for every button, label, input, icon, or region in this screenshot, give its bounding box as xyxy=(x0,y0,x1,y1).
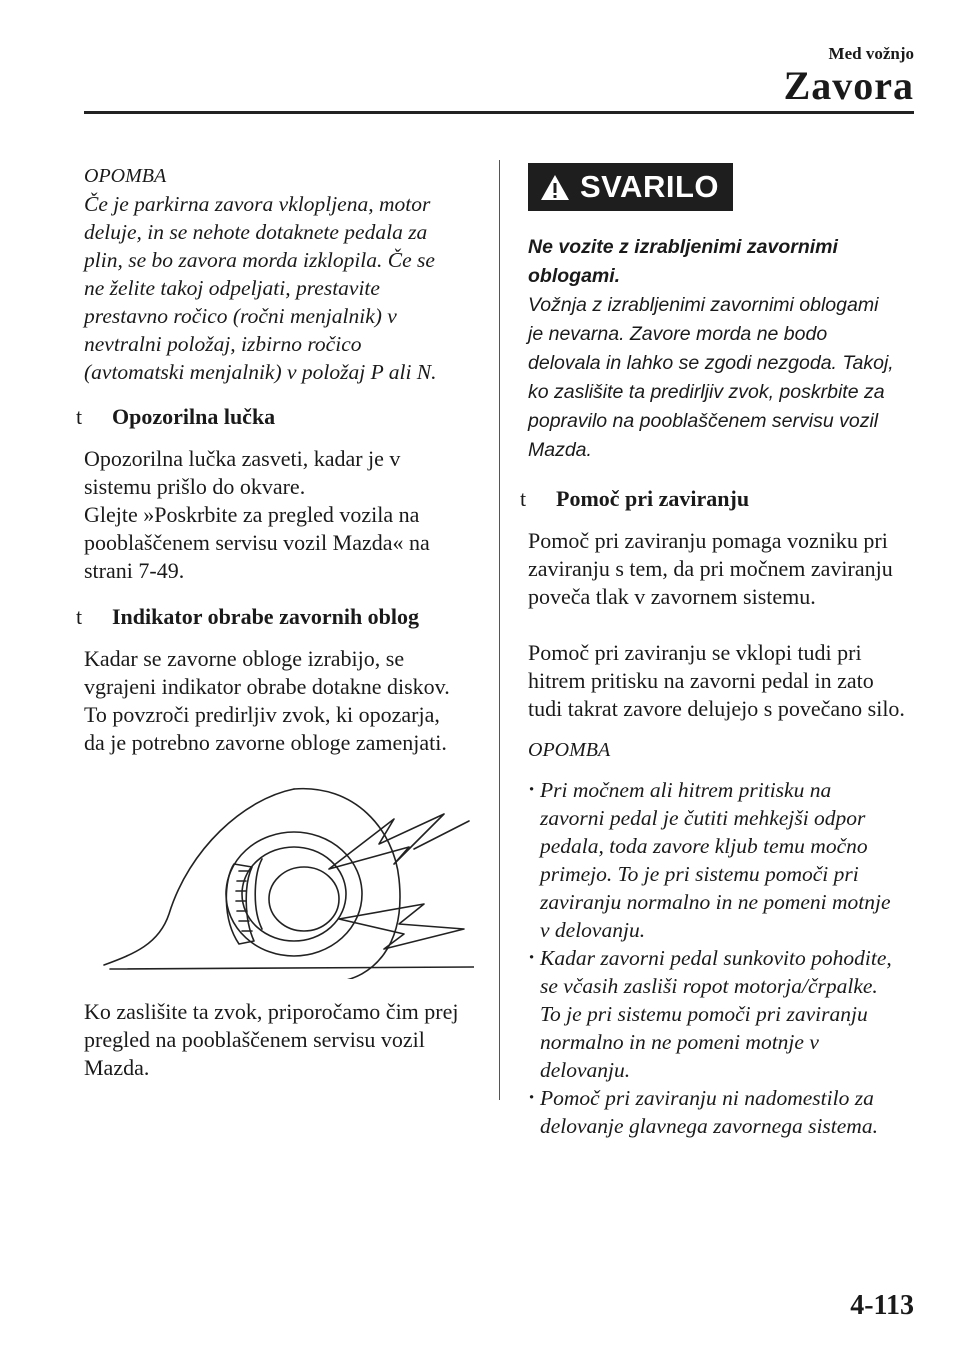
wear-indicator-paragraph: Kadar se zavorne obloge izrabijo, se vgrajeni indikator obrabe dotakne diskov. To povzroči predirljiv zvok, ki opozarja, da je potrebno zavorne obloge zamenjati. xyxy=(84,646,450,755)
warning-label: SVARILO xyxy=(580,169,719,204)
list-item: · Pomoč pri zaviranju ni nadomestilo za delovanje glavnega zavornega sistema. xyxy=(528,1084,928,1140)
page-number: 4-113 xyxy=(850,1290,914,1321)
heading-bullet-icon: t xyxy=(520,486,527,511)
note-bullet-list xyxy=(528,776,928,1140)
note-text: Če je parkirna zavora vklopljena, motor deluje, in se nehote dotaknete pedala za plin, se bo zavora morda izklopila. Če se ne želite takoj odpeljati, prestavite prestavno ročico (ročni menjalnik) v nevtralni položaj, izbirno ročico (avtomatski menjalnik) v položaj P ali N. xyxy=(84,192,437,384)
list-item: · Kadar zavorni pedal sunkovito pohodite, se včasih zasliši ropot motorja/črpalke. To je pri sistemu pomoči pri zaviranju normalno in ne pomeni motnje v delovanju. xyxy=(528,944,928,1084)
warning-badge xyxy=(528,163,733,211)
section-name: Med vožnjo xyxy=(828,44,914,63)
warning-triangle-icon xyxy=(540,174,570,201)
heading-wear-indicator: t Indikator obrabe zavornih oblog xyxy=(76,604,420,629)
warning-light-paragraph: Opozorilna lučka zasveti, kadar je v sistemu prišlo do okvare. Glejte »Poskrbite za pregled vozila na pooblaščenem servisu vozil Mazda« na strani 7-49. xyxy=(84,446,430,583)
brake-assist-paragraph-1: Pomoč pri zaviranju pomaga vozniku pri zaviranju s tem, da pri močnem zaviranju poveča tlak v zavornem sistemu. xyxy=(528,528,893,609)
heading-bullet-icon: t xyxy=(76,404,83,429)
header-divider xyxy=(84,111,914,114)
heading-bullet-icon: t xyxy=(76,604,83,629)
right-column xyxy=(520,163,928,1140)
brake-wear-illustration xyxy=(94,779,474,979)
column-divider xyxy=(499,160,500,1100)
page-title: Zavora xyxy=(783,63,914,108)
heading-warning-light: t Opozorilna lučka xyxy=(76,404,276,429)
note-label: OPOMBA xyxy=(84,165,167,187)
note-label: OPOMBA xyxy=(528,739,611,761)
list-item: · Pri močnem ali hitrem pritisku na zavorni pedal je čutiti mehkejši odpor pedala, toda zavore kljub temu močno primejo. To je pri sistemu pomoči pri zaviranju normalno in ne pomeni motnje v delovanju. xyxy=(528,776,928,944)
wear-sound-paragraph: Ko zaslišite ta zvok, priporočamo čim prej pregled na pooblaščenem servisu vozil Mazda. xyxy=(84,999,459,1080)
warning-title: Ne vozite z izrabljenimi zavornimi oblogami. xyxy=(528,236,838,287)
left-column xyxy=(76,163,479,1082)
brake-assist-paragraph-2: Pomoč pri zaviranju se vklopi tudi pri hitrem pritisku na zavorni pedal in zato tudi takrat zavore delujejo s povečano silo. xyxy=(528,640,905,721)
warning-text: Vožnja z izrabljenimi zavornimi oblogami je nevarna. Zavore morda ne bodo delovala in lahko se zgodi nezgoda. Takoj, ko zaslišite ta predirljiv zvok, poskrbite za popravilo na pooblaščenem servisu vozil Mazda. xyxy=(528,294,894,461)
heading-brake-assist: t Pomoč pri zaviranju xyxy=(520,486,750,511)
